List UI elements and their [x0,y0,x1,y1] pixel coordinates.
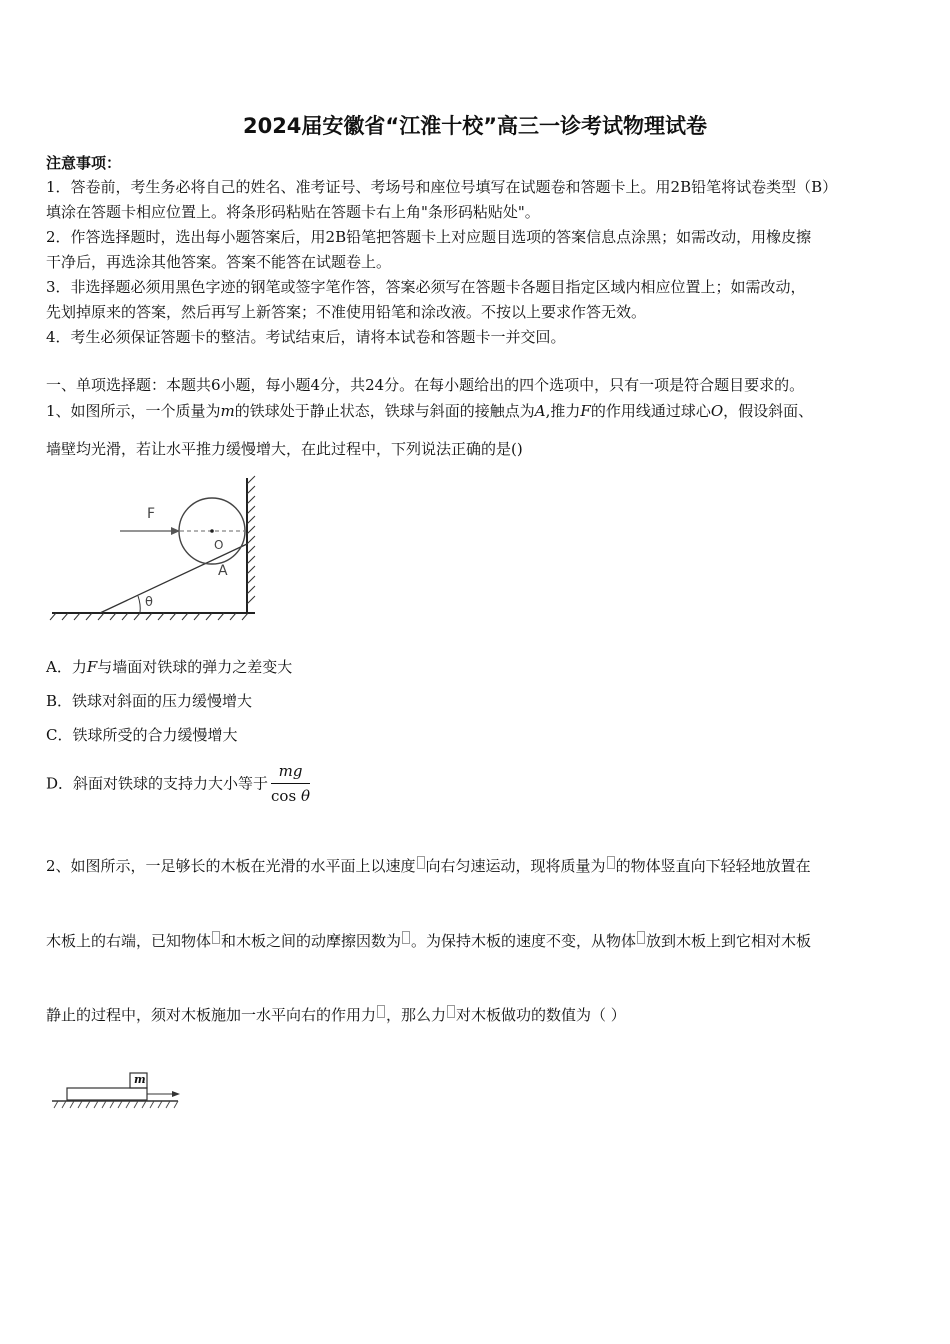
notice-line-6: 先划掉原来的答案，然后再写上新答案；不准使用铅笔和涂改液。不按以上要求作答无效。 [46,303,647,321]
q1-option-text: D．斜面对铁球的支持力大小等于 [46,774,269,793]
q1-text: 的铁球处于静止状态，铁球与斜面的接触点为 [234,402,535,420]
q2-text: 的物体竖直向下轻轻地放置在 [615,857,811,875]
q1-figure-label-A: A [218,563,228,579]
notice-line-2: 填涂在答题卡相应位置上。将条形码粘贴在答题卡右上角"条形码粘贴处"。 [46,203,540,221]
q2-text: 静止的过程中，须对木板施加一水平向右的作用力 [46,1006,377,1024]
q1-figure [48,472,268,622]
q1-text: 1、如图所示，一个质量为 [46,402,221,420]
q2-text: ，那么力 [386,1006,447,1024]
q2-text: 2、如图所示，一足够长的木板在光滑的水平面上以速度 [46,857,416,875]
notice-line-4: 干净后，再选涂其他答案。答案不能答在试题卷上。 [46,253,392,271]
q1-text: ,推力 [545,402,581,420]
missing-glyph-icon [417,856,425,869]
q1-var: F [580,402,591,420]
q2-stem-line-3 [46,1004,626,1026]
q2-text: 。为保持木板的速度不变，从物体 [411,932,637,950]
theta-text: θ [300,787,310,805]
q1-var: m [220,402,235,420]
fraction-denominator [271,784,310,807]
q1-figure-label-O: O [214,538,224,552]
cos-text: cos [271,787,297,805]
q2-stem-line-1 [46,855,811,877]
q1-option-d-fraction [271,760,310,807]
q1-option-text: A．力 [46,658,87,676]
page-title: 2024届安徽省“江淮十校”高三一诊考试物理试卷 [242,114,708,138]
q1-var: O [710,402,724,420]
q1-text: 的作用线通过球心 [590,402,711,420]
q2-stem-line-2 [46,930,811,952]
section-heading: 一、单项选择题：本题共6小题，每小题4分，共24分。在每小题给出的四个选项中，只有一项是符合题目要求的。 [46,376,805,394]
q1-text: ，假设斜面、 [723,402,814,420]
q1-figure-label-theta: θ [145,595,153,610]
q1-option-a[interactable] [46,656,292,678]
notice-line-5: 3．非选择题必须用黑色字迹的钢笔或签字笔作答，答案必须写在答题卡各题目指定区域内相应位置上；如需改动， [46,278,806,296]
q2-text: 木板上的右端，已知物体 [46,932,212,950]
q1-option-var: F [86,658,98,676]
notice-heading: 注意事项： [46,154,122,172]
missing-glyph-icon [607,856,615,869]
q2-text: 对木板做功的数值为（ ） [456,1006,626,1024]
q2-text: 向右匀速运动，现将质量为 [425,857,606,875]
q1-var: A [534,402,546,420]
q1-option-b[interactable]: B．铁球对斜面的压力缓慢增大 [46,692,253,710]
q1-option-text: 与墙面对铁球的弹力之差变大 [97,658,293,676]
missing-glyph-icon [212,931,220,944]
missing-glyph-icon [402,931,410,944]
q1-option-c[interactable]: C．铁球所受的合力缓慢增大 [46,726,238,744]
q1-stem-line-1 [46,400,813,422]
q2-text: 和木板之间的动摩擦因数为 [221,932,402,950]
notice-line-3: 2．作答选择题时，选出每小题答案后，用2B铅笔把答题卡上对应题目选项的答案信息点涂黑；如需改动，用橡皮擦 [46,228,812,246]
notice-line-7: 4．考生必须保证答题卡的整洁。考试结束后，请将本试卷和答题卡一并交回。 [46,328,566,346]
q1-figure-label-F: F [147,506,156,522]
missing-glyph-icon [447,1005,455,1018]
q1-option-d[interactable] [46,760,310,807]
notice-line-1: 1．答卷前，考生务必将自己的姓名、准考证号、考场号和座位号填写在试题卷和答题卡上。用2B铅笔将试卷类型（B） [46,178,838,196]
q1-stem-line-2: 墙壁均光滑，若让水平推力缓慢增大，在此过程中，下列说法正确的是() [46,440,523,458]
q2-text: 放到木板上到它相对木板 [646,932,812,950]
q2-figure [50,1068,186,1114]
missing-glyph-icon [377,1005,385,1018]
fraction-numerator: mg [271,760,310,784]
missing-glyph-icon [637,931,645,944]
q2-figure-label-m: m [134,1073,146,1086]
